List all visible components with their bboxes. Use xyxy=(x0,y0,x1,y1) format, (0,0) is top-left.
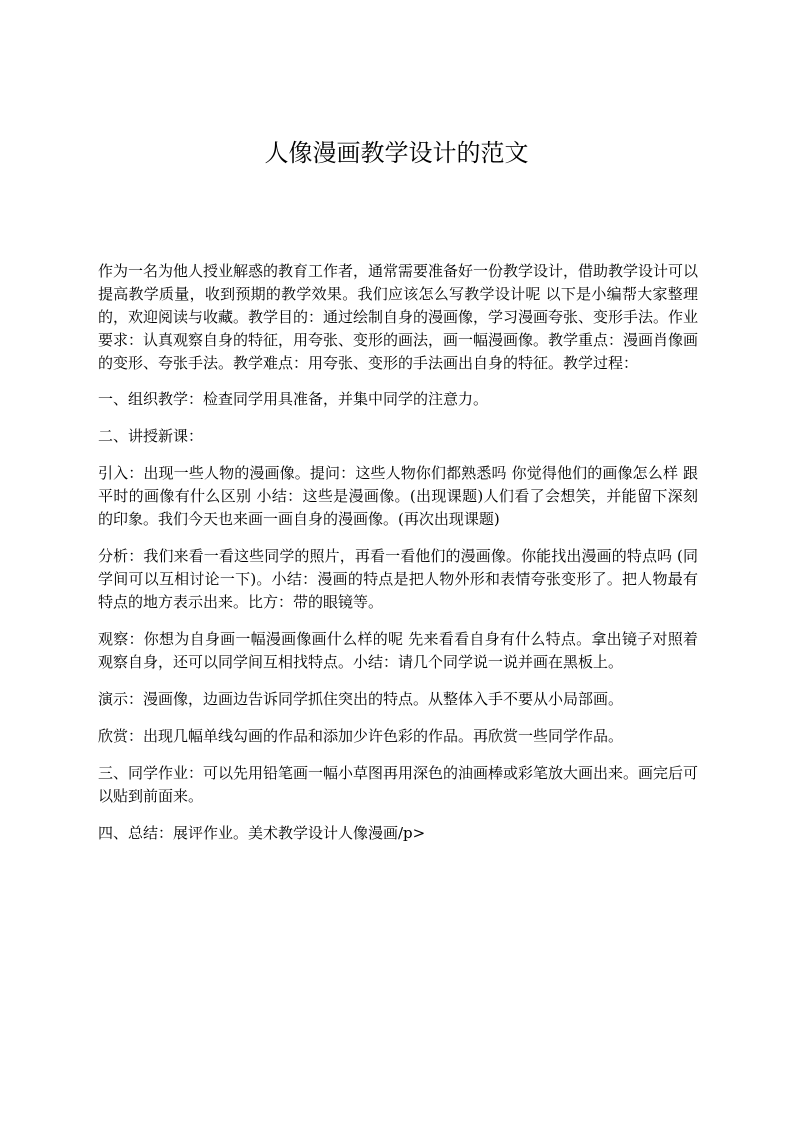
intro-paragraph: 作为一名为他人授业解惑的教育工作者，通常需要准备好一份教学设计，借助教学设计可以提高教学质量，收到预期的教学效果。我们应该怎么写教学设计呢 以下是小编帮大家整理的，欢迎阅读与收藏。教学目的：通过绘制自身的漫画像，学习漫画夸张、变形手法。作业要求：认真观察自身的特征，用夸张、变形的画法，画一幅漫画像。教学重点：漫画肖像画的变形、夸张手法。教学难点：用夸张、变形的手法画出自身的特征。教学过程： xyxy=(98,262,699,372)
section-student-homework: 三、同学作业：可以先用铅笔画一幅小草图再用深色的油画棒或彩笔放大画出来。画完后可以贴到前面来。 xyxy=(98,764,699,805)
paragraph-analysis: 分析：我们来看一看这些同学的照片，再看一看他们的漫画像。你能找出漫画的特点吗 (同学间可以互相讨论一下)。小结：漫画的特点是把人物外形和表情夸张变形了。把人物最有特点的地方表示出来。比方：带的眼镜等。 xyxy=(98,547,698,611)
paragraph-introduction: 引入：出现一些人物的漫画像。提问：这些人物你们都熟悉吗 你觉得他们的画像怎么样 跟平时的画像有什么区别 小结：这些是漫画像。(出现课题)人们看了会想笑，并能留下深刻的印象。我们今天也来画一画自身的漫画像。(再次出现课题) xyxy=(98,464,698,528)
section-new-lesson: 二、讲授新课： xyxy=(98,427,204,445)
section-organize-teaching: 一、组织教学：检查同学用具准备，并集中同学的注意力。 xyxy=(98,390,489,408)
paragraph-appreciation: 欣赏：出现几幅单线勾画的作品和添加少许色彩的作品。再欣赏一些同学作品。 xyxy=(98,727,624,745)
paragraph-observation: 观察：你想为自身画一幅漫画像画什么样的呢 先来看看自身有什么特点。拿出镜子对照着观察自身，还可以同学间互相找特点。小结：请几个同学说一说并画在黑板上。 xyxy=(98,630,698,671)
paragraph-demonstration: 演示：漫画像，边画边告诉同学抓住突出的特点。从整体入手不要从小局部画。 xyxy=(98,690,624,708)
document-body xyxy=(98,260,698,859)
document-title: 人像漫画教学设计的范文 xyxy=(264,139,529,167)
section-summary: 四、总结：展评作业。美术教学设计人像漫画/p> xyxy=(98,824,426,842)
